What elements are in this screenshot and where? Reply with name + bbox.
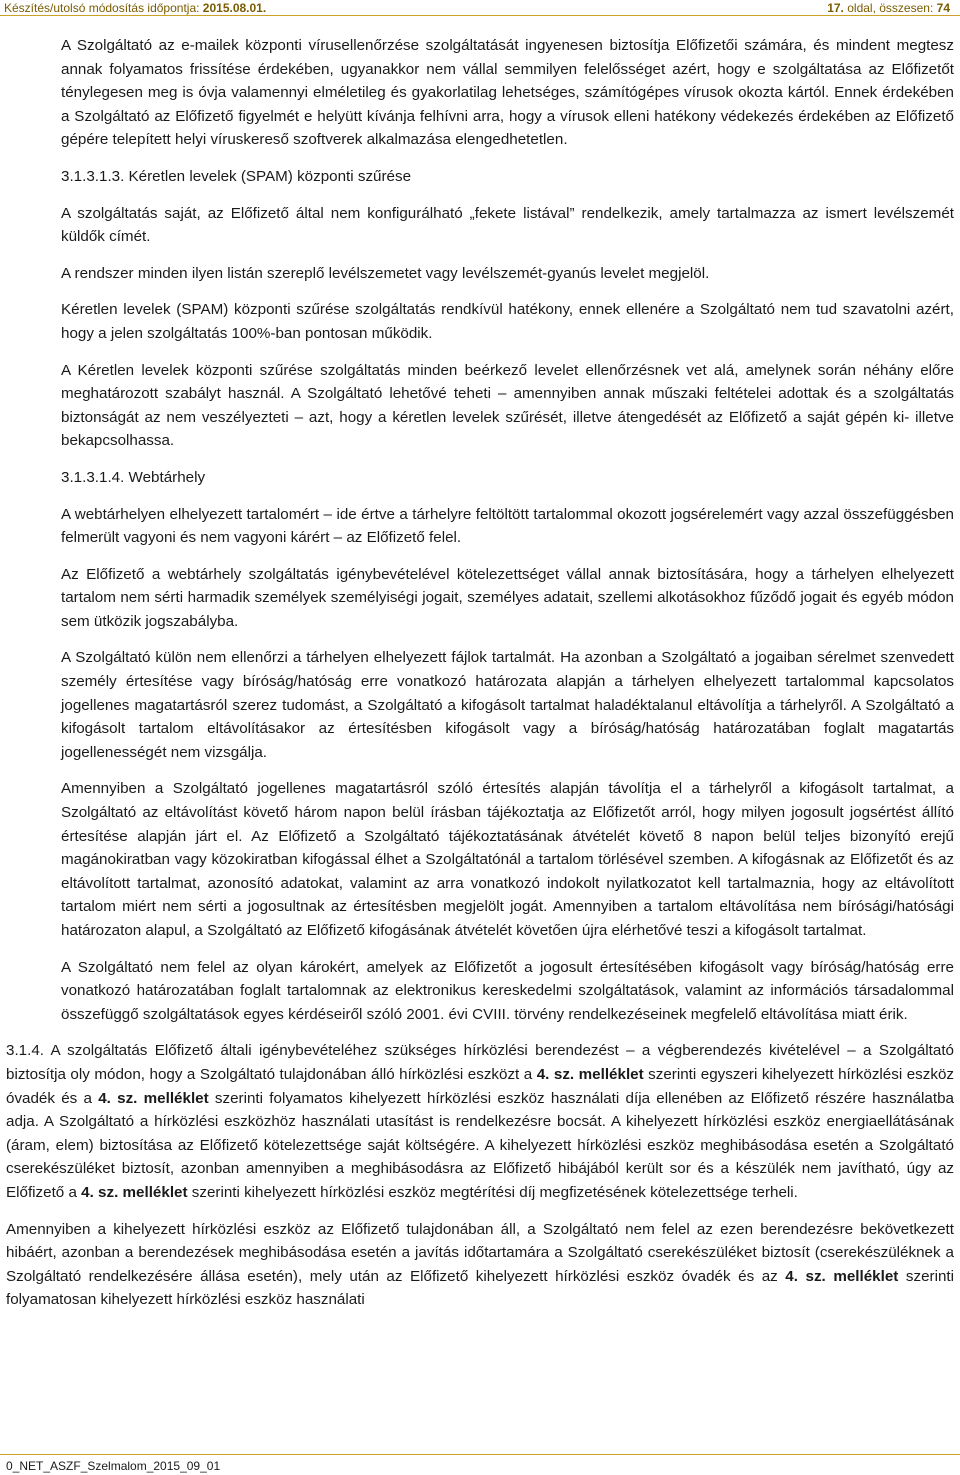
- annex-ref-word: melléklet: [143, 1089, 209, 1107]
- annex-ref-word: melléklet: [833, 1267, 899, 1285]
- paragraph-equipment: [6, 1039, 954, 1204]
- document-body: [0, 34, 960, 1325]
- paragraph-webhosting-liability: A webtárhelyen elhelyezett tartalomért – ide értve a tárhelyre feltöltött tartalommal okozott jogsérelemért vagy azzal összefüggésben felmerült vagyoni és nem vagyoni kárért – az Előfizető felel.: [61, 505, 954, 547]
- owned-equipment-text-1: Amennyiben a kihelyezett hírközlési eszköz az Előfizető tulajdonában áll, a Szolgáltató nem felel az ezen berendezésre bekövetkezett hibáért, azonban a berendezések meghibásodása esetén a javítás időtartamára a Szolgáltató cserekészüléket biztosít (cserekészüléknek a Szolgáltató rendelkezésére állása esetén), mely után az Előfizető kihelyezett hírközlési eszköz óvadék és az: [6, 1220, 954, 1285]
- annex-ref: 4. sz.: [81, 1183, 119, 1201]
- equipment-text-1: 3.1.4. A szolgáltatás Előfizető általi igénybevételéhez szükséges hírközlési berendezést – a végberendezés kivételével – a Szolgáltató biztosítja oly módon, hogy a Szolgáltató tulajdonában álló hírközlési eszközt a: [6, 1042, 954, 1083]
- heading-webhosting: 3.1.3.1.4. Webtárhely: [61, 468, 206, 486]
- heading-spam-filter: 3.1.3.1.3. Kéretlen levelek (SPAM) központi szűrése: [61, 167, 412, 185]
- paragraph-content-removal: A Szolgáltató külön nem ellenőrzi a tárhelyen elhelyezett fájlok tartalmát. Ha azonban a Szolgáltató a jogaiban sérelmet szenvedett személy értesítése vagy bíróság/hatóság erre vonatkozó határozata alapján a tárhelyen elhelyezett tartalommal kapcsolatos jogellenes magatartásról szerez tudomást, a Szolgáltató a kifogásolt tartalmat haladéktalanul eltávolítja a tárhelyről. A Szolgáltató a kifogásolt tartalom eltávolításakor az értesítésben kifogásolt vagy a bíróság/hatóság határozatában foglalt magatartás jogellenességét nem vizsgálja.: [61, 649, 954, 761]
- annex-ref: 4. sz.: [785, 1267, 826, 1285]
- total-pages: 74: [936, 1, 950, 15]
- annex-ref: 4. sz.: [536, 1065, 575, 1083]
- page-header: [0, 0, 960, 14]
- page-counter: [827, 1, 950, 15]
- page-counter-label: oldal, összesen:: [847, 1, 934, 15]
- modification-date-value: 2015.08.01.: [202, 1, 267, 15]
- paragraph-virus-check: A Szolgáltató az e-mailek központi vírusellenőrzése szolgáltatását ingyenesen biztosítja Előfizetői számára, és mindent megtesz annak folyamatos frissítése érdekében, ugyanakkor nem vállal semmilyen felelősséget azért, hogy e szolgáltatása az Előfizetőt ténylegesen meg is óvja valamennyi elméletileg és gyakorlatilag lehetséges, számítógépes vírusok okozta kártól. Ennek érdekében a Szolgáltató az Előfizető figyelmét e helyütt kívánja felhívni arra, hogy a vírusok elleni hatékony védekezés érdekében az Előfizető gépére telepített helyi víruskereső szoftverek alkalmazása elengedhetetlen.: [61, 37, 954, 149]
- paragraph-spam-efficiency: Kéretlen levelek (SPAM) központi szűrése szolgáltatás rendkívül hatékony, ennek ellenére a Szolgáltató nem tud szavatolni azért, hogy a jelen szolgáltatás 100%-ban pontosan működik.: [61, 301, 954, 342]
- footer-divider: [0, 1454, 960, 1455]
- modification-date: [4, 1, 266, 15]
- equipment-text-3: szerinti folyamatos kihelyezett hírközlési eszköz használati díja ellenében az Előfizető részére használatba adja. A Szolgáltató a hírközlési eszközhöz használati utasítást is rendelkezésre bocsát. A kihelyezett hírközlési eszköz energiaellátásának (áram, elem) biztosítása az Előfizető kötelezettsége saját költségére. A kihelyezett hírközlési eszköz meghibásodása esetén a Szolgáltató cserekészüléket biztosít, azonban amennyiben a meghibásodásra az Előfizető hibájából került sor és a készülék nem javítható, úgy az Előfizető a: [6, 1089, 954, 1201]
- paragraph-blacklist: A szolgáltatás saját, az Előfizető által nem konfigurálható „fekete listával” rendelkezik, amely tartalmazza az ismert levélszemét küldők címét.: [61, 204, 954, 246]
- annex-ref: 4. sz.: [98, 1089, 138, 1107]
- document-id: 0_NET_ASZF_Szelmalom_2015_09_01: [6, 1459, 221, 1473]
- equipment-text-4: szerinti kihelyezett hírközlési eszköz megtérítési díj megfizetésének kötelezettsége terheli.: [187, 1183, 798, 1201]
- paragraph-removal-notice: Amennyiben a Szolgáltató jogellenes magatartásról szóló értesítés alapján távolítja el a tárhelyről a kifogásolt tartalmat, a Szolgáltató az eltávolítást követő három napon belül írásban tájékoztatja az Előfizetőt arról, hogy milyen jogosult jogsértést állító értesítése alapján járt el. Az Előfizető a Szolgáltató tájékoztatásának átvételét követő 8 napon belül teljes bizonyító erejű magánokiratban vagy közokiratban kifogással élhet a Szolgáltatónál a tartalom törlésével szemben. A kifogásnak az Előfizetőt és az eltávolított tartalmat, azonosító adatokat, valamint az arra vonatkozó indokolt nyilatkozatot kell tartalmaznia, hogy az eltávolított tartalom miért nem sérti a jogosultnak az értesítésben megjelölt jogát. Amennyiben a tartalom eltávolítása nem bírósági/hatósági határozaton alapul, a Szolgáltató az Előfizető kifogásának átvételét követően újra elérhetővé teszi a kifogásolt tartalmat.: [61, 780, 954, 939]
- paragraph-spam-rules: A Kéretlen levelek központi szűrése szolgáltatás minden beérkező levelet ellenőrzésnek vet alá, amelynek során néhány előre meghatározott szabályt használ. A Szolgáltató lehetővé teheti – amennyiben annak műszaki feltételei adottak és a szolgáltatás biztonságát az nem veszélyezteti – azt, hogy a kéretlen levelek szűrését, illetve átengedését az Előfizető a saját gépén ki- illetve bekapcsolhassa.: [61, 361, 954, 450]
- annex-ref-word: melléklet: [578, 1065, 644, 1083]
- modification-label: Készítés/utolsó módosítás időpontja:: [4, 1, 200, 15]
- paragraph-webhosting-obligation: Az Előfizető a webtárhely szolgáltatás igénybevételével kötelezettséget vállal annak biztosítására, hogy a tárhelyen elhelyezett tartalom nem sérti harmadik személyek személyiségi jogait, személyes adatait, szellemi alkotásokhoz fűződő jogait és egyéb módon sem ütközik jogszabályba.: [61, 565, 954, 630]
- equipment-text-2: szerinti egyszeri kihelyezett hírközlési eszköz óvadék és a: [6, 1065, 954, 1107]
- owned-equipment-text-2: szerinti folyamatosan kihelyezett hírközlési eszköz használati: [6, 1267, 954, 1309]
- header-divider: [0, 15, 960, 16]
- paragraph-owned-equipment: [6, 1218, 954, 1312]
- annex-ref-word: melléklet: [122, 1183, 188, 1201]
- paragraph-no-liability: A Szolgáltató nem felel az olyan károkért, amelyek az Előfizetőt a jogosult értesítésében kifogásolt vagy bíróság/hatóság erre vonatkozó határozatában foglalt tartalomnak az elektronikus kereskedelmi szolgáltatások, valamint az információs társadalommal összefüggő szolgáltatások egyes kérdéseiről szóló 2001. évi CVIII. törvény rendelkezéseinek megfelelő eltávolítása miatt érik.: [61, 958, 954, 1023]
- page-number: 17.: [827, 1, 844, 15]
- paragraph-marking: A rendszer minden ilyen listán szereplő levélszemetet vagy levélszemét-gyanús levelet megjelöl.: [61, 264, 710, 282]
